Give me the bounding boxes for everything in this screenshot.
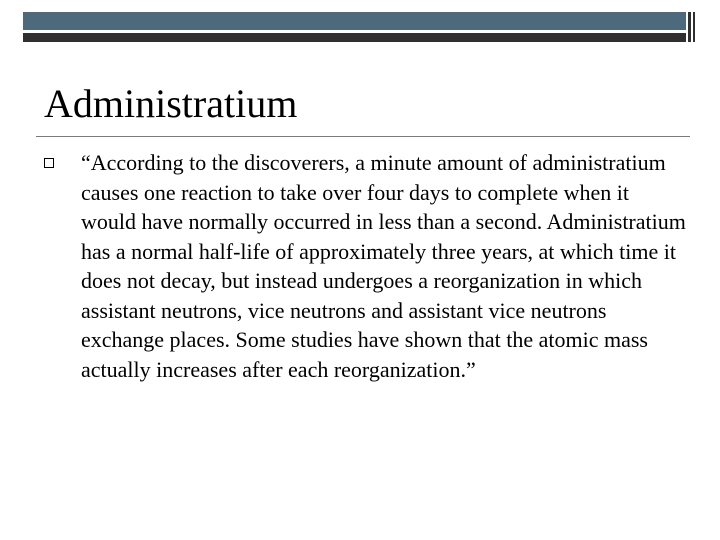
header-corner-mark: [688, 12, 691, 42]
hollow-square-bullet-icon: [44, 158, 54, 168]
header-line-gap: [23, 30, 686, 33]
header-bar: [23, 12, 686, 30]
bullet-text: “According to the discoverers, a minute amount of administratium causes one reaction to take over four days to complete when it would have normally occurred in less than a second. Administratium has a normal half-life of approximately three years, at which time it does not decay, but instead undergoes a reorganization in which assistant neutrons, vice neutrons and assistant vice neutrons exchange places. Some studies have shown that the atomic mass actually increases after each reorganization.”: [81, 150, 686, 382]
title-divider: [36, 136, 690, 137]
header-corner-mark-secondary: [693, 12, 695, 42]
slide-title: Administratium: [44, 81, 298, 126]
